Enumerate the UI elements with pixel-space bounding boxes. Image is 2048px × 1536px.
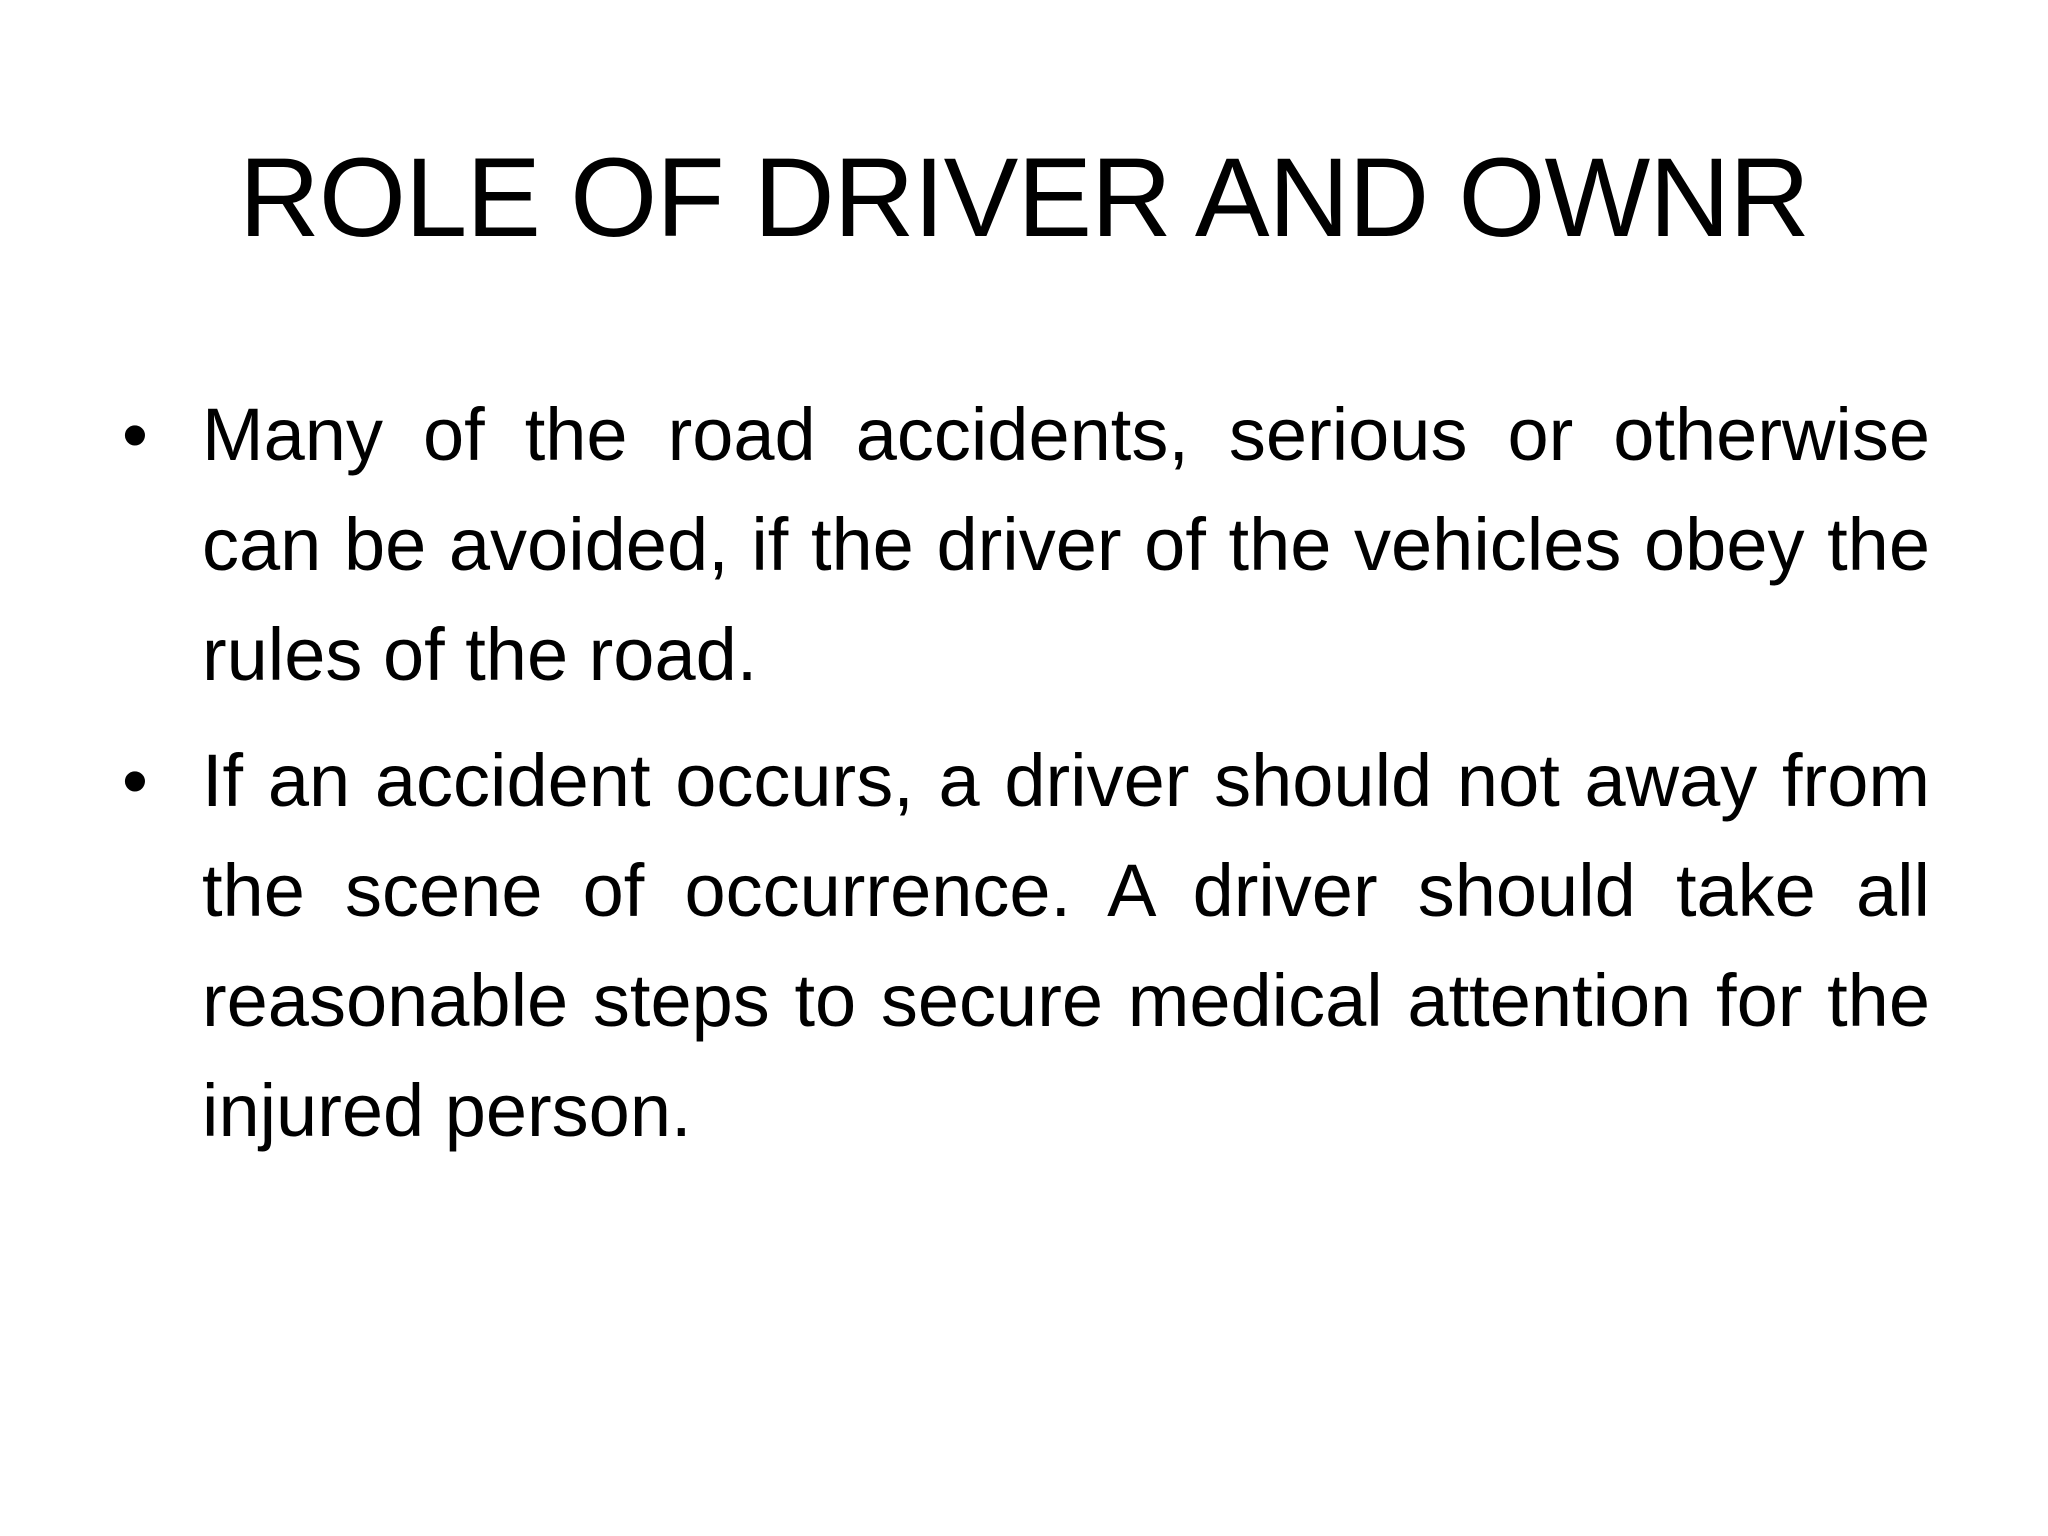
slide-title: ROLE OF DRIVER AND OWNR bbox=[238, 135, 1810, 260]
bullet-text: If an accident occurs, a driver should not away from the scene of occurrence. A driver should take all reasonable steps to secure medical attention for the injured person. bbox=[202, 739, 1930, 1152]
bullet-item bbox=[112, 726, 1930, 1166]
bullet-list bbox=[112, 380, 1930, 1182]
bullet-dot-icon: • bbox=[122, 393, 148, 476]
bullet-dot-icon: • bbox=[122, 739, 148, 822]
bullet-item bbox=[112, 380, 1930, 710]
bullet-text: Many of the road accidents, serious or otherwise can be avoided, if the driver of the vehicles obey the rules of the road. bbox=[202, 393, 1930, 696]
